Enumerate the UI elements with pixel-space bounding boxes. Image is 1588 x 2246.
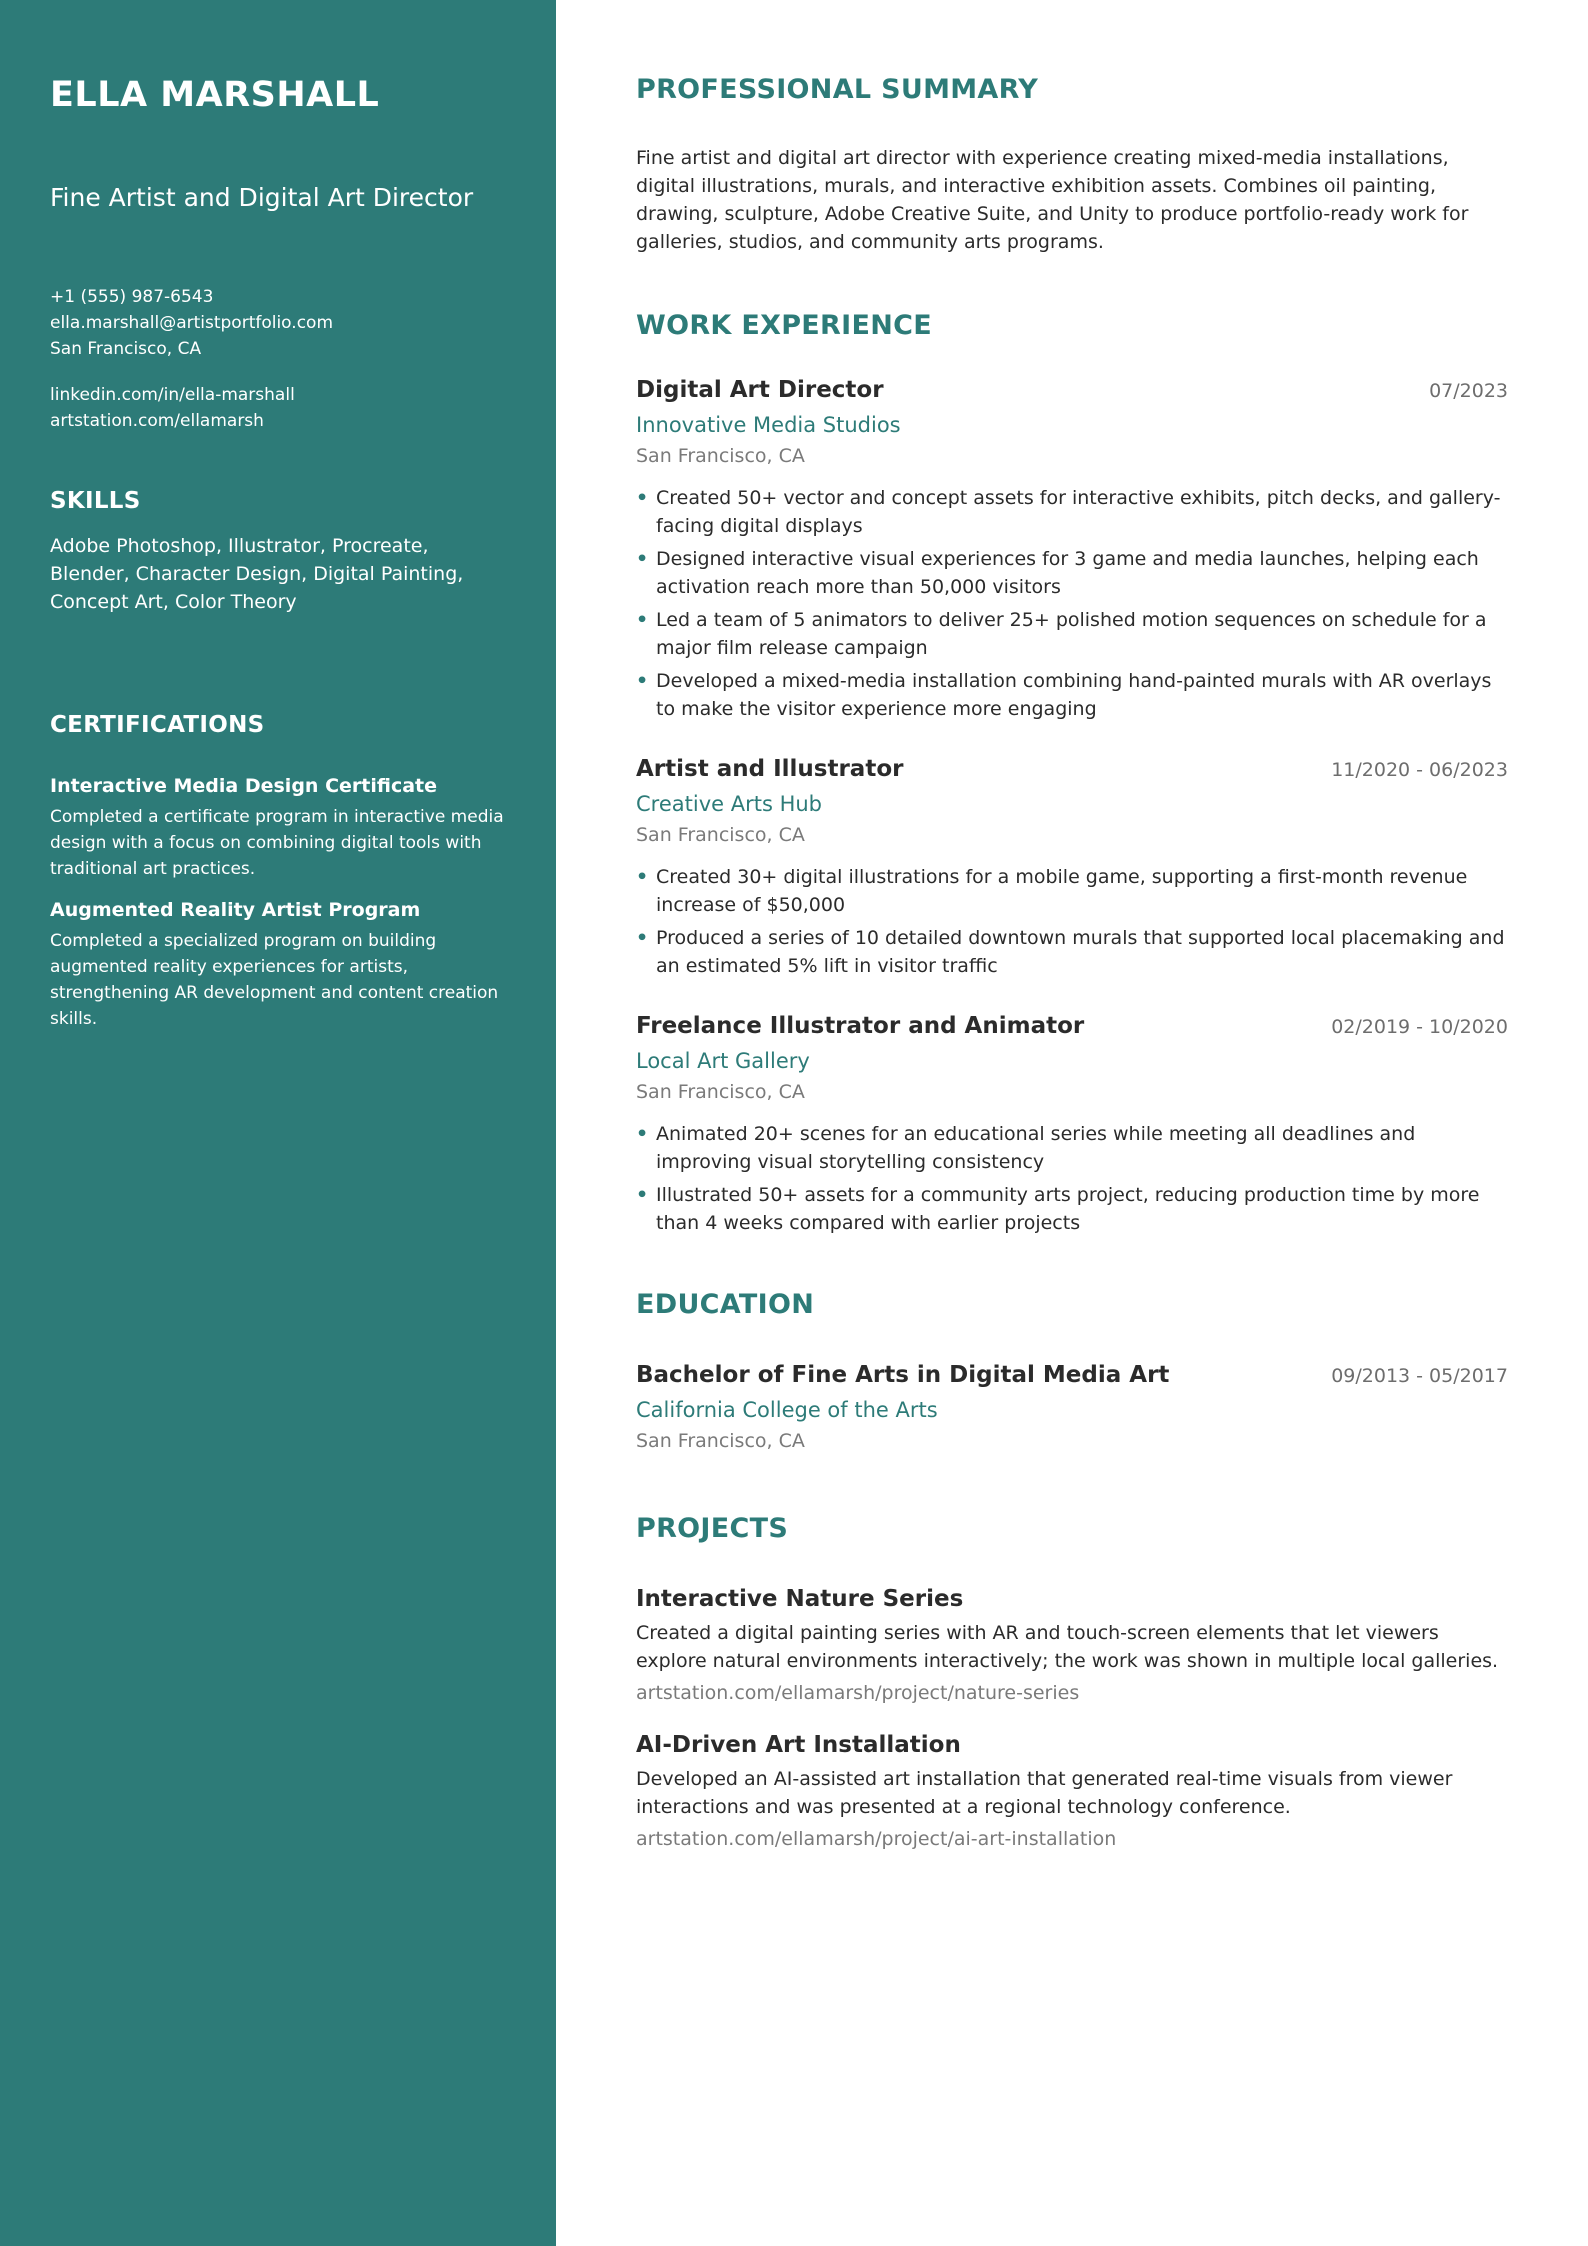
project-link[interactable]: artstation.com/ellamarsh/project/ai-art-installation (636, 1828, 1117, 1850)
school-location: San Francisco, CA (636, 1430, 805, 1452)
bullet-item: • Produced a series of 10 detailed downtown murals that supported local placemaking and an estimated 5% lift in visitor traffic (636, 924, 1508, 980)
education-heading: EDUCATION (636, 1289, 815, 1320)
phone: +1 (555) 987-6543 (50, 287, 214, 307)
project-name: Interactive Nature Series (636, 1586, 964, 1612)
contact-info (50, 284, 506, 362)
job-date: 07/2023 (1429, 380, 1508, 402)
project-description: Developed an AI-assisted art installation that generated real-time visuals from viewer interactions and was presented at a regional technology conference. (636, 1768, 1453, 1818)
projects-heading: PROJECTS (636, 1513, 789, 1544)
certification-name: Interactive Media Design Certificate (50, 775, 437, 797)
job-date: 11/2020 - 06/2023 (1331, 759, 1508, 781)
project-description: Created a digital painting series with AR and touch-screen elements that let viewers explore natural environments interactively; the work was shown in multiple local galleries. (636, 1622, 1499, 1672)
candidate-name: ELLA MARSHALL (50, 75, 380, 115)
school-name: California College of the Arts (636, 1398, 938, 1422)
certification-description: Completed a certificate program in interactive media design with a focus on combining digital tools with traditional art practices. (50, 807, 504, 879)
profile-links (50, 382, 506, 434)
job-entry (636, 753, 1508, 980)
certification-item (50, 896, 506, 1032)
summary-heading: PROFESSIONAL SUMMARY (636, 74, 1039, 105)
job-bullets (636, 863, 1508, 980)
skills-list: Adobe Photoshop, Illustrator, Procreate, Blender, Character Design, Digital Painting, Concept Art, Color Theory (50, 535, 464, 613)
job-location: San Francisco, CA (636, 1081, 805, 1103)
bullet-item: • Developed a mixed-media installation combining hand-painted murals with AR overlays to make the visitor experience more engaging (636, 667, 1508, 723)
main-content (636, 0, 1508, 1853)
certification-description: Completed a specialized program on building augmented reality experiences for artists, strengthening AR development and content creation skills. (50, 931, 499, 1029)
bullet-item: • Illustrated 50+ assets for a community arts project, reducing production time by more than 4 weeks compared with earlier projects (636, 1181, 1508, 1237)
email[interactable]: ella.marshall@artistportfolio.com (50, 313, 333, 333)
project-entry (636, 1729, 1508, 1853)
job-location: San Francisco, CA (636, 824, 805, 846)
job-entry (636, 1010, 1508, 1237)
bullet-item: • Created 50+ vector and concept assets for interactive exhibits, pitch decks, and gallery-facing digital displays (636, 484, 1508, 540)
bullet-item: • Designed interactive visual experiences for 3 game and media launches, helping each activation reach more than 50,000 visitors (636, 545, 1508, 601)
company-name: Innovative Media Studios (636, 413, 901, 437)
job-entry (636, 374, 1508, 723)
education-date: 09/2013 - 05/2017 (1331, 1365, 1508, 1387)
job-title: Artist and Illustrator (636, 756, 904, 782)
skills-heading: SKILLS (50, 488, 141, 514)
job-title: Freelance Illustrator and Animator (636, 1013, 1085, 1039)
company-name: Local Art Gallery (636, 1049, 810, 1073)
company-name: Creative Arts Hub (636, 792, 822, 816)
job-title: Digital Art Director (636, 377, 884, 403)
headline: Fine Artist and Digital Art Director (50, 183, 474, 212)
job-bullets (636, 1120, 1508, 1237)
certification-name: Augmented Reality Artist Program (50, 899, 421, 921)
project-link[interactable]: artstation.com/ellamarsh/project/nature-series (636, 1682, 1080, 1704)
job-location: San Francisco, CA (636, 445, 805, 467)
project-name: AI-Driven Art Installation (636, 1732, 961, 1758)
bullet-item: • Animated 20+ scenes for an educational series while meeting all deadlines and improving visual storytelling consistency (636, 1120, 1508, 1176)
certifications-list (50, 772, 506, 1032)
certification-item (50, 772, 506, 882)
linkedin-link[interactable]: linkedin.com/in/ella-marshall (50, 385, 295, 405)
work-experience-heading: WORK EXPERIENCE (636, 310, 932, 341)
job-date: 02/2019 - 10/2020 (1331, 1016, 1508, 1038)
sidebar (0, 0, 556, 2246)
certifications-heading: CERTIFICATIONS (50, 712, 265, 738)
degree-title: Bachelor of Fine Arts in Digital Media Art (636, 1362, 1170, 1388)
project-entry (636, 1583, 1508, 1707)
bullet-item: • Created 30+ digital illustrations for a mobile game, supporting a first-month revenue increase of $50,000 (636, 863, 1508, 919)
artstation-link[interactable]: artstation.com/ellamarsh (50, 411, 264, 431)
bullet-item: • Led a team of 5 animators to deliver 25+ polished motion sequences on schedule for a major film release campaign (636, 606, 1508, 662)
job-bullets (636, 484, 1508, 723)
summary-text: Fine artist and digital art director with experience creating mixed-media installations, digital illustrations, murals, and interactive exhibition assets. Combines oil painting, drawing, sculpture, Adobe Creative Suite, and Unity to produce portfolio-ready work for galleries, studios, and community arts programs. (636, 147, 1469, 253)
location: San Francisco, CA (50, 339, 202, 359)
education-entry (636, 1359, 1508, 1455)
